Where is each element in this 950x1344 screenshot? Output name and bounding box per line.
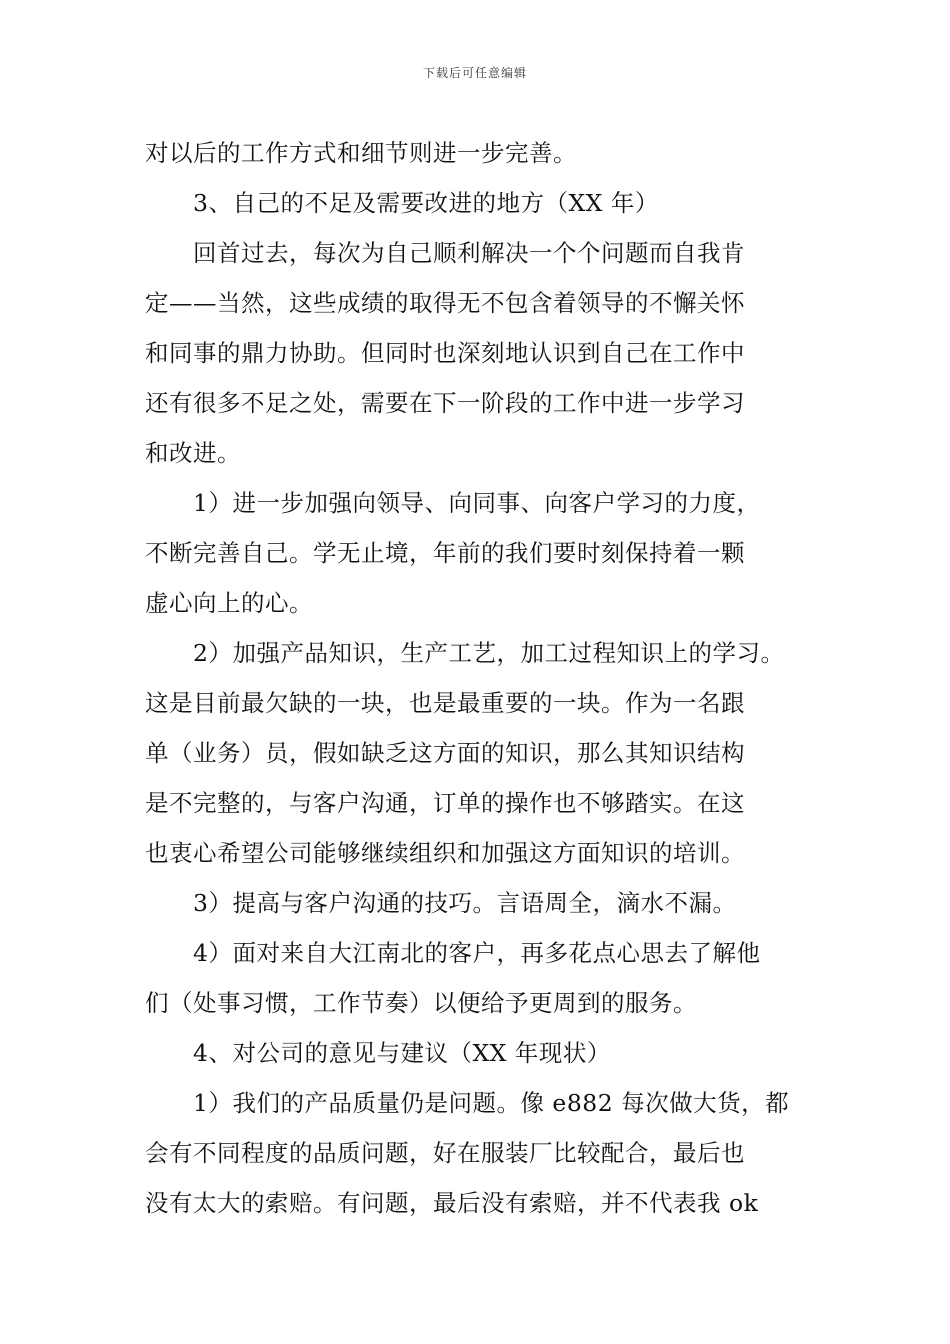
- text-line: 定——当然，这些成绩的取得无不包含着领导的不懈关怀: [145, 289, 745, 317]
- page-header: 下载后可任意编辑: [422, 66, 527, 80]
- text-line: 虚心向上的心。: [145, 589, 313, 617]
- text-line: 这是目前最欠缺的一块，也是最重要的一块。作为一名跟: [145, 689, 745, 717]
- text-line: 单（业务）员，假如缺乏这方面的知识，那么其知识结构: [145, 739, 745, 767]
- list-item: 1）我们的产品质量仍是问题。像 e882 每次做大货，都: [193, 1089, 790, 1117]
- list-item: 1）进一步加强向领导、向同事、向客户学习的力度，: [193, 489, 761, 517]
- text-line: 和改进。: [145, 439, 241, 467]
- text-line: 是不完整的，与客户沟通，订单的操作也不够踏实。在这: [145, 789, 745, 817]
- section-heading: 3、自己的不足及需要改进的地方（XX 年）: [193, 189, 659, 217]
- document-body: [145, 128, 810, 1228]
- list-item: 3）提高与客户沟通的技巧。言语周全，滴水不漏。: [193, 889, 737, 917]
- text-line: 们（处事习惯，工作节奏）以便给予更周到的服务。: [145, 989, 697, 1017]
- section-heading: 4、对公司的意见与建议（XX 年现状）: [193, 1039, 611, 1067]
- text-line: 对以后的工作方式和细节则进一步完善。: [145, 139, 577, 167]
- text-line: 会有不同程度的品质问题，好在服装厂比较配合，最后也: [145, 1139, 745, 1167]
- text-line: 回首过去，每次为自己顺利解决一个个问题而自我肯: [193, 239, 745, 267]
- text-line: 也衷心希望公司能够继续组织和加强这方面知识的培训。: [145, 839, 745, 867]
- text-line: 还有很多不足之处，需要在下一阶段的工作中进一步学习: [145, 389, 745, 417]
- list-item: 2）加强产品知识，生产工艺，加工过程知识上的学习。: [193, 639, 785, 667]
- text-line: 和同事的鼎力协助。但同时也深刻地认识到自己在工作中: [145, 339, 745, 367]
- text-line: 没有太大的索赔。有问题，最后没有索赔，并不代表我 ok: [145, 1189, 759, 1217]
- text-line: 不断完善自己。学无止境，年前的我们要时刻保持着一颗: [145, 539, 745, 567]
- list-item: 4）面对来自大江南北的客户，再多花点心思去了解他: [193, 939, 761, 967]
